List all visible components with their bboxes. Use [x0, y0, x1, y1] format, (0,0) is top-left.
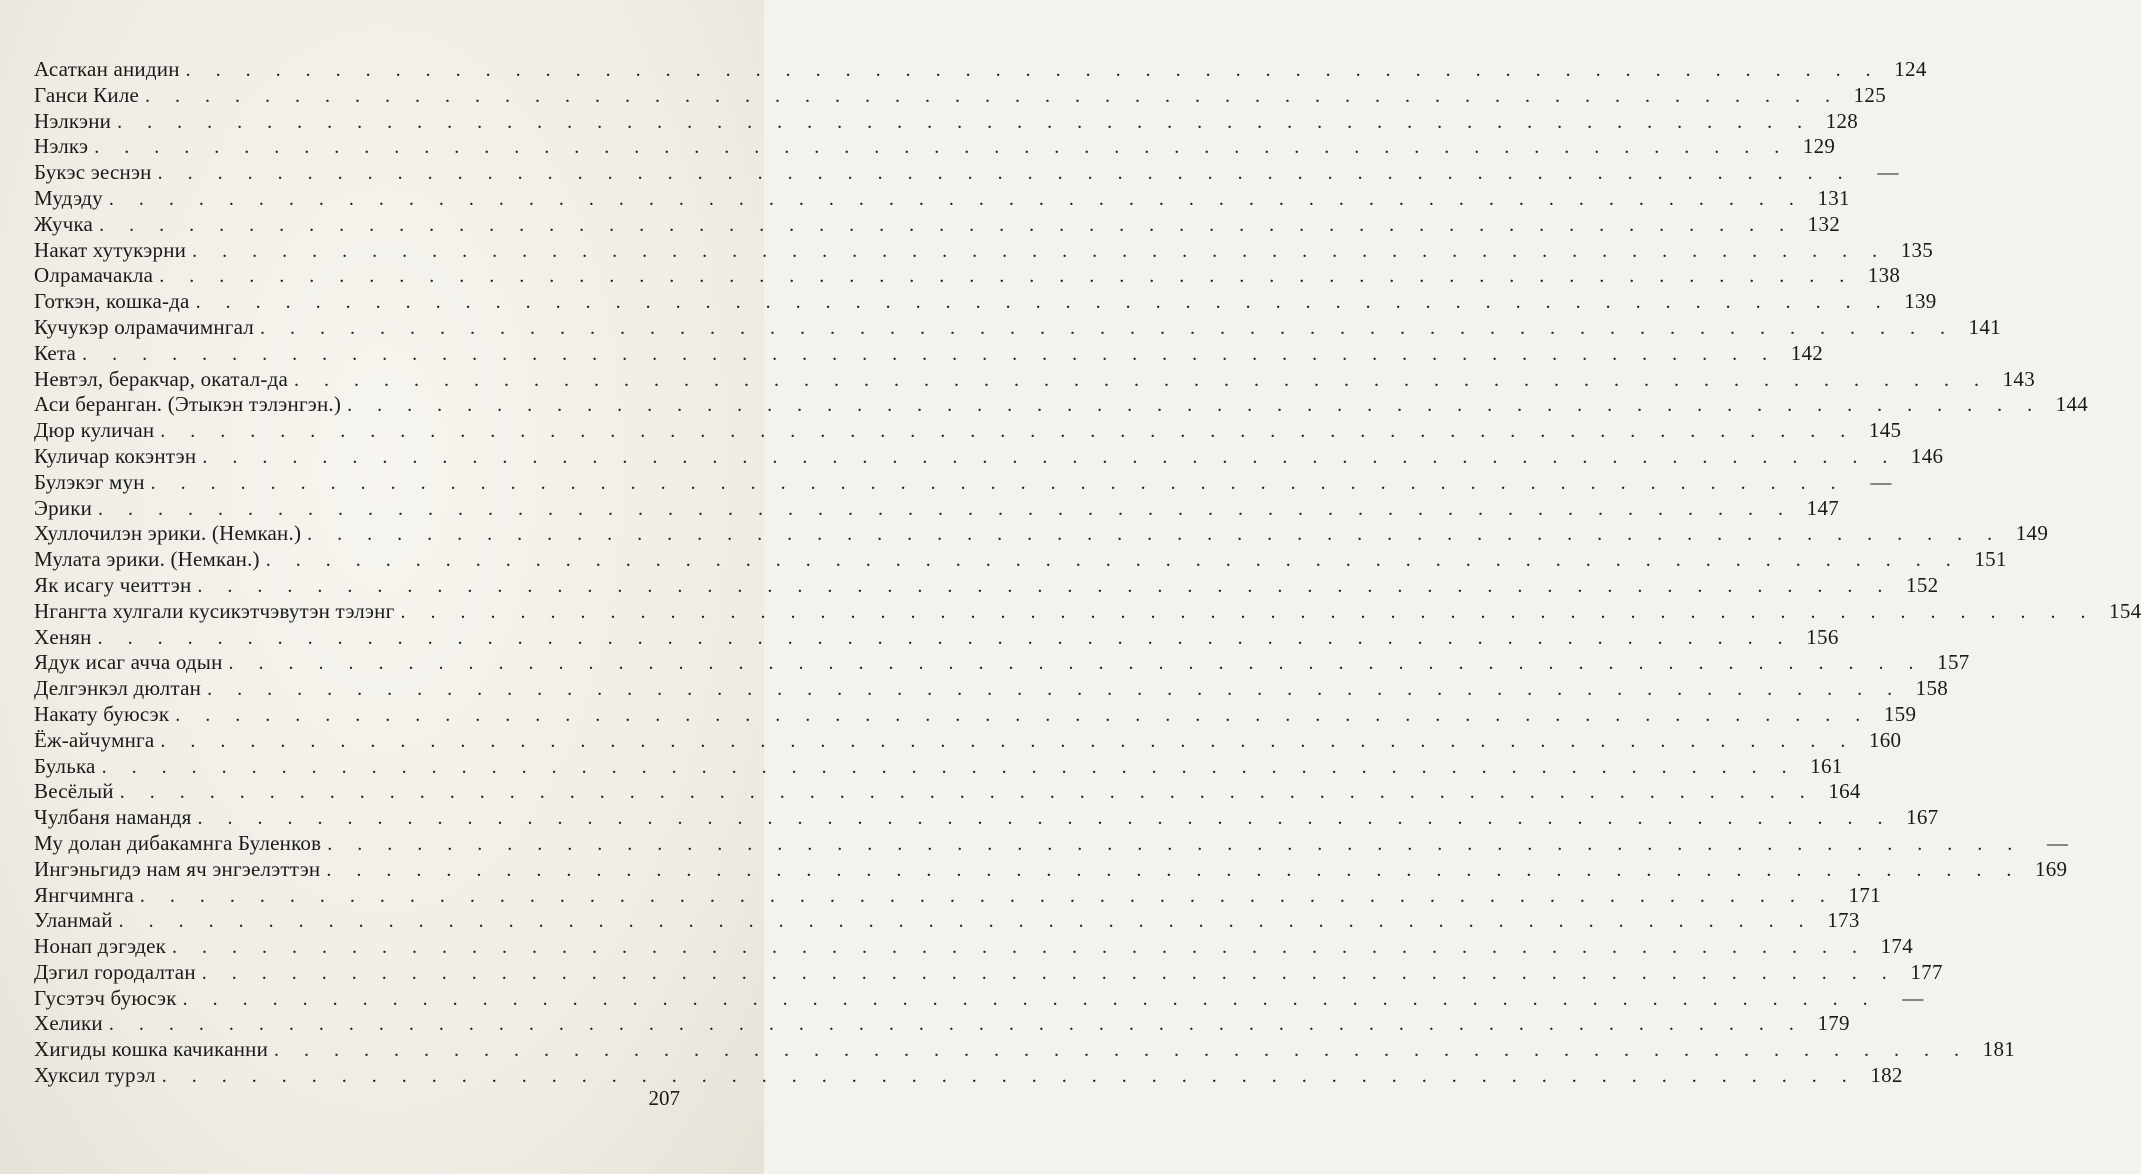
- toc-leader-dots: . . . . . . . . . . . . . . . . . . . . . . . . . . . . . . . . . . . . . . . . . . . . . . . . . . . . . . . . .: [307, 523, 2003, 546]
- toc-leader-dots: . . . . . . . . . . . . . . . . . . . . . . . . . . . . . . . . . . . . . . . . . . . . . . . . . . . . . . . . .: [201, 961, 1897, 984]
- toc-entry-page: 144: [2055, 392, 2089, 417]
- toc-entry-title: Весёлый: [34, 779, 114, 804]
- toc-entry: [34, 805, 1939, 831]
- toc-leader-dots: . . . . . . . . . . . . . . . . . . . . . . . . . . . . . . . . . . . . . . . . . . . . . . . . . . . . . . . . .: [150, 471, 1846, 494]
- toc-leader-dots: . . . . . . . . . . . . . . . . . . . . . . . . . . . . . . . . . . . . . . . . . . . . . . . . . . . . . . . . .: [94, 136, 1790, 159]
- toc-entry-title: Хигиды кошка качиканни: [34, 1037, 269, 1062]
- toc-entry-title: Ингэньгидэ нам яч энгэелэттэн: [34, 856, 321, 881]
- toc-leader-dots: . . . . . . . . . . . . . . . . . . . . . . . . . . . . . . . . . . . . . . . . . . . . . . . . . . . . . . . . .: [197, 574, 1893, 597]
- toc-leader-dots: . . . . . . . . . . . . . . . . . . . . . . . . . . . . . . . . . . . . . . . . . . . . . . . . . . . . . . . . .: [202, 445, 1898, 468]
- toc-entry-title: Мудэду: [34, 185, 103, 210]
- toc-entry: [34, 134, 1836, 160]
- toc-leader-dots: . . . . . . . . . . . . . . . . . . . . . . . . . . . . . . . . . . . . . . . . . . . . . . . . . . . . . . . . .: [119, 781, 1815, 804]
- toc-entry-page: 169: [2034, 856, 2068, 881]
- toc-entry-title: Нэлкэни: [34, 108, 112, 133]
- toc-entry: [34, 160, 1899, 186]
- toc-entry-title: Хелики: [34, 1011, 103, 1036]
- toc-entry: [34, 185, 1850, 212]
- toc-entry-title: Булька: [34, 753, 96, 778]
- toc-entry-title: Дюр куличан: [34, 418, 155, 443]
- toc-entry: [34, 521, 2049, 547]
- toc-entry: [34, 366, 2035, 393]
- toc-entry: [34, 727, 1902, 754]
- toc-entry-page: 138: [1867, 263, 1901, 288]
- toc-entry-title: Мулата эрики. (Немкан.): [34, 547, 260, 572]
- toc-entry-title: Кучукэр олрамачимнгал: [34, 314, 254, 339]
- toc-entry-page: 157: [1937, 650, 1970, 675]
- toc-entry-title: Уланмай: [34, 908, 113, 933]
- toc-entry: [34, 934, 1914, 960]
- toc-leader-dots: . . . . . . . . . . . . . . . . . . . . . . . . . . . . . . . . . . . . . . . . . . . . . . . . . . . . . . . . .: [294, 368, 1989, 391]
- toc-entry-page: 182: [1870, 1063, 1903, 1088]
- toc-entry: [34, 418, 1902, 444]
- toc-entry-page: 145: [1868, 418, 1902, 443]
- toc-entry: [34, 1063, 1903, 1089]
- toc-entry: [34, 882, 1881, 909]
- toc-leader-dots: . . . . . . . . . . . . . . . . . . . . . . . . . . . . . . . . . . . . . . . . . . . . . . . . . . . . . . . . .: [265, 549, 1961, 572]
- toc-entry-page: 142: [1790, 340, 1824, 365]
- toc-entry: [34, 856, 2068, 883]
- toc-entry-page: 124: [1894, 57, 1927, 81]
- toc-entry-title: Накат хутукэрни: [34, 237, 187, 262]
- toc-entry-title: Нонап дэгэдек: [34, 934, 167, 959]
- toc-entry-title: Гусэтэч буюсэк: [34, 985, 177, 1010]
- toc-entry: [34, 830, 2069, 857]
- toc-entry-page: 147: [1806, 495, 1840, 520]
- toc-entry-title: Нгангта хулгали кусикэтчэвутэн тэлэнг: [34, 598, 395, 623]
- toc-entry: [34, 701, 1917, 728]
- toc-entry-page: 177: [1910, 959, 1943, 984]
- toc-entry-title: Букэс эеснэн: [34, 160, 152, 185]
- toc-entry-title: Булэкэг мун: [34, 469, 145, 494]
- toc-entry-page: 174: [1880, 934, 1914, 959]
- toc-entry: [34, 753, 1843, 780]
- toc-leader-dots: . . . . . . . . . . . . . . . . . . . . . . . . . . . . . . . . . . . . . . . . . . . . . . . . . . . . . . . . .: [82, 342, 1778, 365]
- toc-entry-page: 152: [1906, 572, 1939, 597]
- toc-leader-dots: . . . . . . . . . . . . . . . . . . . . . . . . . . . . . . . . . . . . . . . . . . . . . . . . . . . . . . . . .: [274, 1039, 1970, 1062]
- toc-entry-page: 164: [1828, 779, 1861, 804]
- toc-entry-title: Олрамачакла: [34, 263, 154, 288]
- toc-entry: [34, 108, 1859, 135]
- toc-entry: [34, 650, 1970, 676]
- toc-entry-page: 129: [1802, 134, 1836, 159]
- toc-leader-dots: . . . . . . . . . . . . . . . . . . . . . . . . . . . . . . . . . . . . . . . . . . . . . . . . . . . . . . . . .: [197, 807, 1893, 830]
- toc-entry-page: 156: [1806, 624, 1839, 649]
- toc-leader-dots: . . . . . . . . . . . . . . . . . . . . . . . . . . . . . . . . . . . . . . . . . . . . . . . . . . . . . . . . .: [118, 910, 1814, 933]
- toc-entry-title: Як исагу чеиттэн: [34, 572, 192, 597]
- toc-entry-page: 173: [1827, 908, 1860, 933]
- toc-entry-title: Куличар кокэнтэн: [34, 443, 197, 468]
- toc-entry-page: 143: [2002, 366, 2035, 391]
- toc-entry-page: 128: [1825, 108, 1859, 133]
- toc-entry-title: Ёж-айчумнга: [34, 727, 155, 752]
- toc-leader-dots: . . . . . . . . . . . . . . . . . . . . . . . . . . . . . . . . . . . . . . . . . . . . . . . . . . . . . . . . .: [175, 703, 1871, 726]
- toc-leader-dots: . . . . . . . . . . . . . . . . . . . . . . . . . . . . . . . . . . . . . . . . . . . . . . . . . . . . . . . . .: [159, 265, 1855, 288]
- toc-entry-title: Готкэн, кошка-да: [34, 289, 190, 314]
- toc-entry: [34, 289, 1937, 315]
- toc-entry-title: Дэгил городалтан: [34, 959, 196, 984]
- toc-entry-page: 160: [1868, 727, 1902, 752]
- toc-leader-dots: . . . . . . . . . . . . . . . . . . . . . . . . . . . . . . . . . . . . . . . . . . . . . . . . . . . . . . . . .: [157, 162, 1853, 185]
- toc-entry-title: Янгчимнга: [34, 882, 134, 907]
- toc-entry: [34, 82, 1887, 109]
- toc-entry: [34, 263, 1901, 289]
- toc-entry-page: 171: [1848, 882, 1881, 907]
- toc-leader-dots: . . . . . . . . . . . . . . . . . . . . . . . . . . . . . . . . . . . . . . . . . . . . . . . . . . . . . . . . .: [347, 394, 2043, 417]
- toc-entry: [34, 211, 1841, 238]
- toc-entry-title: Кета: [34, 340, 77, 365]
- toc-leader-dots: . . . . . . . . . . . . . . . . . . . . . . . . . . . . . . . . . . . . . . . . . . . . . . . . . . . . . . . . .: [327, 832, 2023, 855]
- toc-entry: [34, 985, 1924, 1012]
- toc-leader-dots: . . . . . . . . . . . . . . . . . . . . . . . . . . . . . . . . . . . . . . . . . . . . . . . . . . . . . . . . .: [108, 1013, 1804, 1036]
- toc-entry-page: 161: [1810, 753, 1843, 778]
- toc-leader-dots: . . . . . . . . . . . . . . . . . . . . . . . . . . . . . . . . . . . . . . . . . . . . . . . . . . . . . . . . .: [101, 755, 1797, 778]
- toc-leader-dots: . . . . . . . . . . . . . . . . . . . . . . . . . . . . . . . . . . . . . . . . . . . . . . . . . . . . . . . . .: [99, 213, 1795, 236]
- toc-entry-page: —: [1870, 469, 1892, 494]
- toc-entry: [34, 572, 1939, 599]
- page-number: 207: [648, 1086, 680, 1110]
- toc-entry-page: 131: [1817, 185, 1850, 210]
- toc-entry-title: Делгэнкэл дюлтан: [34, 676, 202, 701]
- toc-leader-dots: . . . . . . . . . . . . . . . . . . . . . . . . . . . . . . . . . . . . . . . . . . . . . . . . . . . . . . . . .: [400, 600, 2096, 623]
- toc-entry-title: Хенян: [34, 624, 92, 649]
- toc-entry: [34, 959, 1943, 986]
- toc-entry-title: Эрики: [34, 495, 93, 520]
- toc-entry-page: 154: [2109, 598, 2141, 623]
- toc-leader-dots: . . . . . . . . . . . . . . . . . . . . . . . . . . . . . . . . . . . . . . . . . . . . . . . . . . . . . . . . .: [160, 420, 1856, 443]
- toc-entry-page: 135: [1900, 237, 1934, 262]
- toc-leader-dots: . . . . . . . . . . . . . . . . . . . . . . . . . . . . . . . . . . . . . . . . . . . . . . . . . . . . . . . . .: [139, 884, 1835, 907]
- toc-entry: [34, 237, 1934, 264]
- toc-leader-dots: . . . . . . . . . . . . . . . . . . . . . . . . . . . . . . . . . . . . . . . . . . . . . . . . . . . . . . . . .: [108, 187, 1804, 210]
- toc-entry-page: 179: [1817, 1011, 1850, 1036]
- toc-entry: [34, 1011, 1850, 1037]
- toc-leader-dots: . . . . . . . . . . . . . . . . . . . . . . . . . . . . . . . . . . . . . . . . . . . . . . . . . . . . . . . . .: [228, 652, 1924, 675]
- toc-entry: [34, 676, 1949, 702]
- toc-entry: [34, 598, 2141, 625]
- toc-entry-page: 146: [1910, 443, 1944, 468]
- toc-leader-dots: . . . . . . . . . . . . . . . . . . . . . . . . . . . . . . . . . . . . . . . . . . . . . . . . . . . . . . . . .: [185, 59, 1881, 81]
- toc-entry-title: Хуллочилэн эрики. (Немкан.): [34, 521, 302, 546]
- toc-entry: [34, 469, 1892, 496]
- toc-entry: [34, 495, 1840, 522]
- toc-leader-dots: . . . . . . . . . . . . . . . . . . . . . . . . . . . . . . . . . . . . . . . . . . . . . . . . . . . . . . . . .: [259, 316, 1955, 339]
- toc-entry: [34, 624, 1839, 651]
- toc-leader-dots: . . . . . . . . . . . . . . . . . . . . . . . . . . . . . . . . . . . . . . . . . . . . . . . . . . . . . . . . .: [161, 1065, 1857, 1088]
- toc-leader-dots: . . . . . . . . . . . . . . . . . . . . . . . . . . . . . . . . . . . . . . . . . . . . . . . . . . . . . . . . .: [207, 678, 1903, 701]
- toc-entry: [34, 392, 2089, 418]
- toc-entry-page: 159: [1883, 701, 1917, 726]
- toc-entry-page: 158: [1915, 676, 1949, 701]
- toc-entry-title: Нэлкэ: [34, 134, 89, 159]
- toc-leader-dots: . . . . . . . . . . . . . . . . . . . . . . . . . . . . . . . . . . . . . . . . . . . . . . . . . . . . . . . . .: [172, 936, 1868, 959]
- toc-entry-page: 125: [1853, 82, 1887, 107]
- toc-leader-dots: . . . . . . . . . . . . . . . . . . . . . . . . . . . . . . . . . . . . . . . . . . . . . . . . . . . . . . . . .: [98, 497, 1794, 520]
- toc-entry-page: 181: [1982, 1037, 2016, 1062]
- toc-entry-page: 151: [1974, 547, 2007, 572]
- toc-entry-title: Невтэл, беракчар, окатал-да: [34, 366, 288, 391]
- toc-entry-title: Асаткан анидин: [34, 57, 180, 81]
- toc-entry-page: —: [1877, 160, 1899, 185]
- toc-entry-page: 141: [1968, 314, 2001, 339]
- toc-leader-dots: . . . . . . . . . . . . . . . . . . . . . . . . . . . . . . . . . . . . . . . . . . . . . . . . . . . . . . . . .: [195, 291, 1891, 314]
- toc-entry: [34, 908, 1860, 934]
- toc-entry: [34, 314, 2001, 341]
- toc-entry-title: Аси беранган. (Этыкэн тэлэнгэн.): [34, 392, 342, 417]
- toc-entry: [34, 547, 2007, 573]
- toc-entry-page: 139: [1904, 289, 1937, 314]
- toc-leader-dots: . . . . . . . . . . . . . . . . . . . . . . . . . . . . . . . . . . . . . . . . . . . . . . . . . . . . . . . . .: [326, 858, 2022, 881]
- toc-entry-title: Накату буюсэк: [34, 701, 170, 726]
- toc-leader-dots: . . . . . . . . . . . . . . . . . . . . . . . . . . . . . . . . . . . . . . . . . . . . . . . . . . . . . . . . .: [192, 239, 1888, 262]
- toc-entry-page: —: [1902, 985, 1924, 1010]
- toc-entry-page: 132: [1807, 211, 1841, 236]
- toc-leader-dots: . . . . . . . . . . . . . . . . . . . . . . . . . . . . . . . . . . . . . . . . . . . . . . . . . . . . . . . . .: [182, 987, 1878, 1010]
- table-of-contents: [34, 57, 2141, 1089]
- toc-leader-dots: . . . . . . . . . . . . . . . . . . . . . . . . . . . . . . . . . . . . . . . . . . . . . . . . . . . . . . . . .: [97, 626, 1793, 649]
- toc-entry-page: 149: [2015, 521, 2049, 546]
- toc-entry: [34, 443, 1944, 470]
- toc-entry: [34, 340, 1824, 367]
- toc-entry-title: Му долан дибакамнга Буленков: [34, 830, 322, 855]
- toc-entry: [34, 779, 1861, 805]
- toc-leader-dots: . . . . . . . . . . . . . . . . . . . . . . . . . . . . . . . . . . . . . . . . . . . . . . . . . . . . . . . . .: [117, 110, 1813, 133]
- toc-entry-title: Хуксил турэл: [34, 1063, 156, 1088]
- toc-entry-page: 167: [1906, 805, 1939, 830]
- toc-leader-dots: . . . . . . . . . . . . . . . . . . . . . . . . . . . . . . . . . . . . . . . . . . . . . . . . . . . . . . . . .: [145, 84, 1841, 107]
- toc-entry: [34, 1037, 2016, 1063]
- toc-entry-title: Чулбаня намандя: [34, 805, 192, 830]
- toc-entry-page: —: [2046, 830, 2069, 855]
- toc-leader-dots: . . . . . . . . . . . . . . . . . . . . . . . . . . . . . . . . . . . . . . . . . . . . . . . . . . . . . . . . .: [160, 729, 1856, 752]
- toc-entry-title: Ядук исаг ачча одын: [34, 650, 223, 675]
- toc-entry-title: Ганси Киле: [34, 82, 140, 107]
- toc-entry: [34, 57, 1927, 83]
- toc-entry-title: Жучка: [34, 211, 94, 236]
